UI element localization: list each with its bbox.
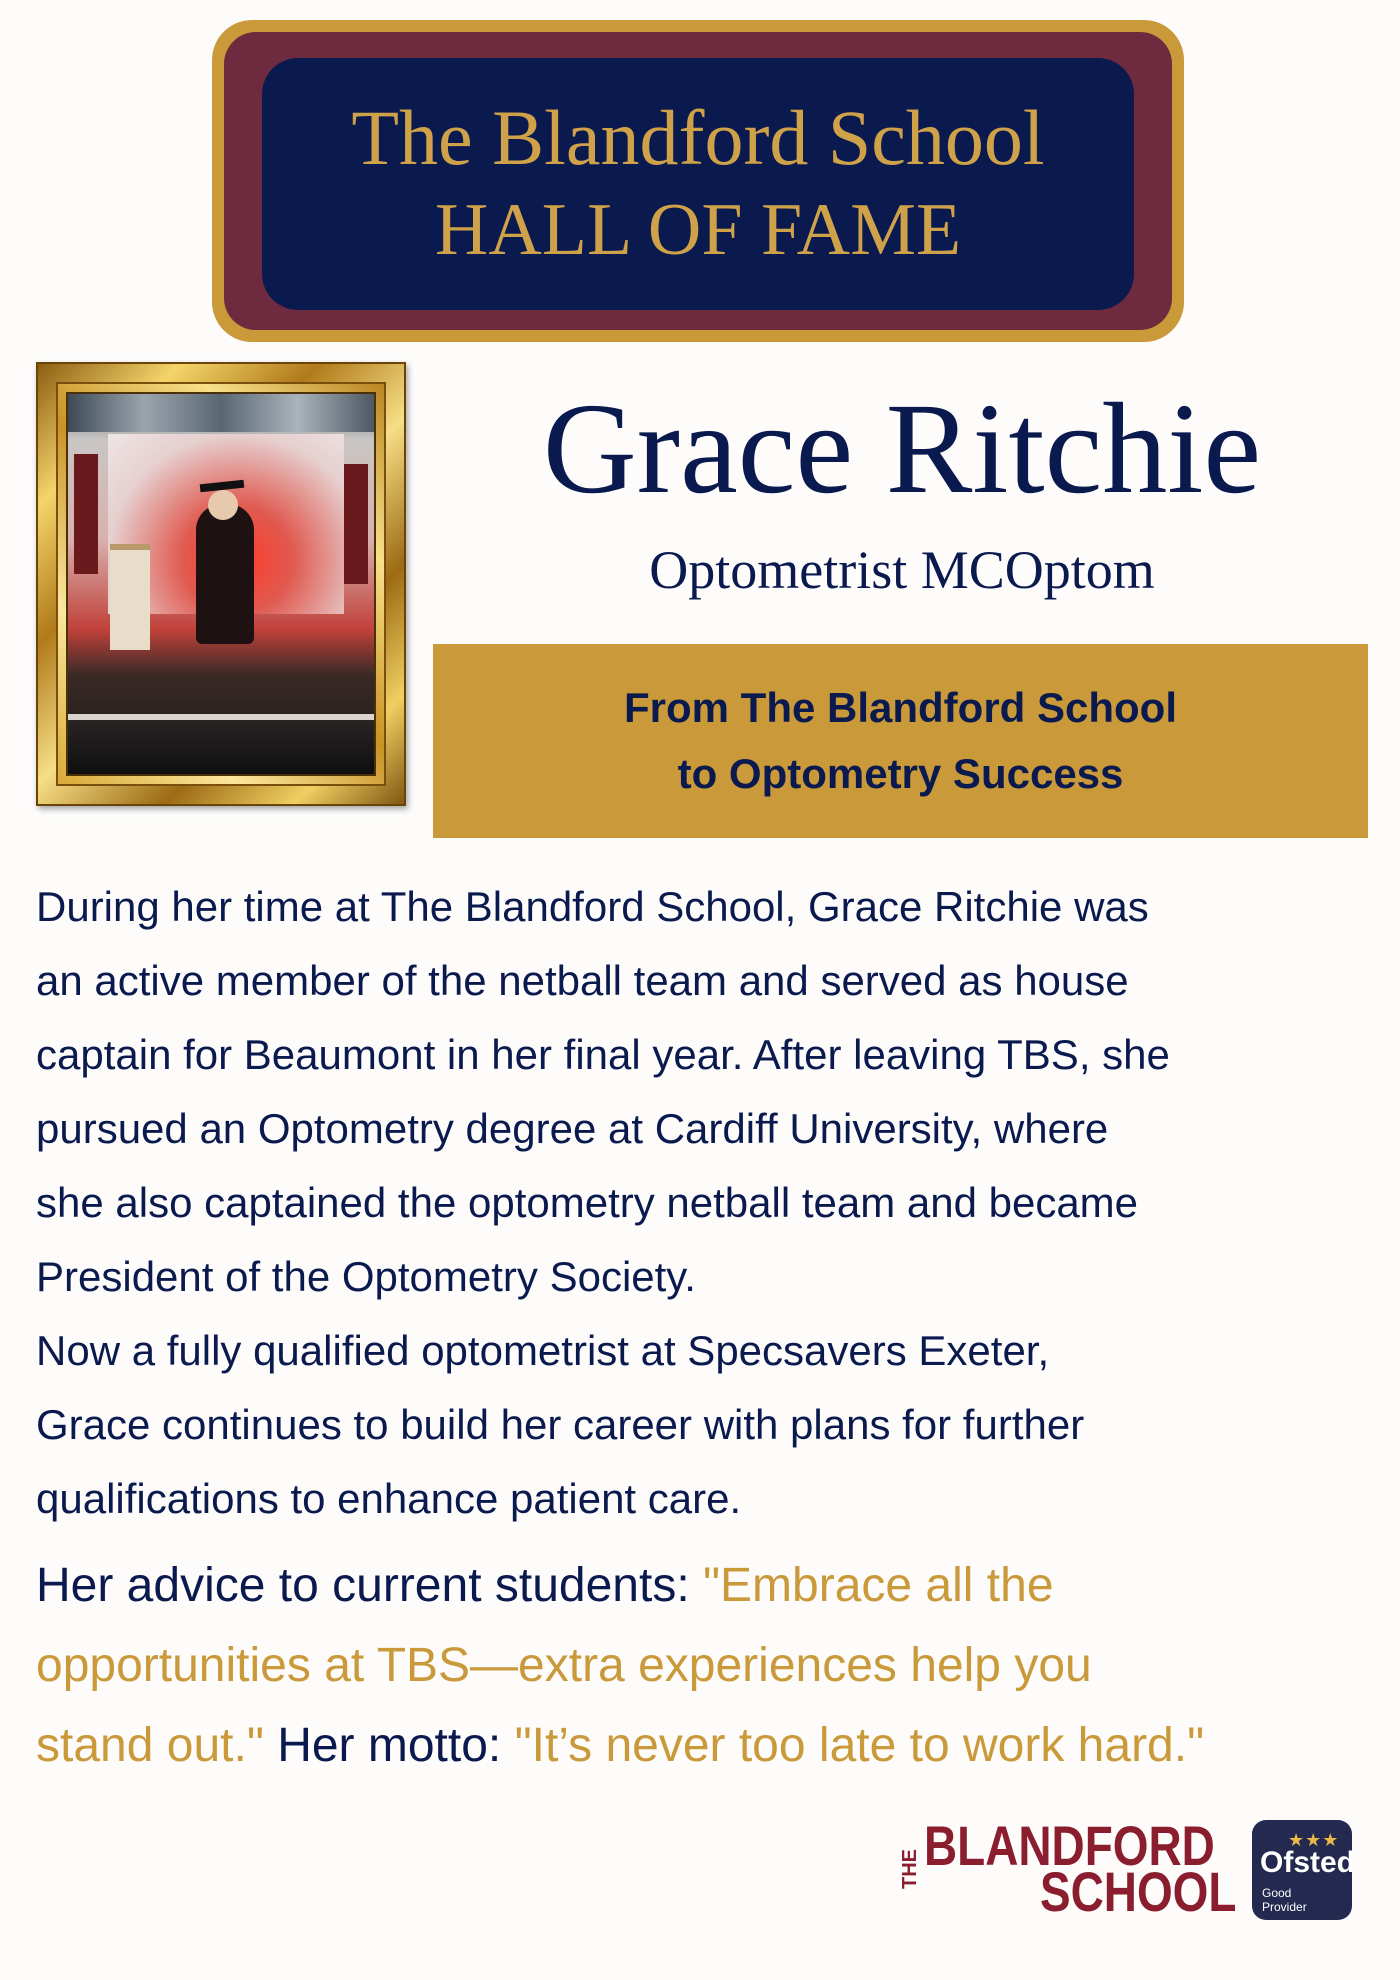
ofsted-badge [1252, 1820, 1356, 1920]
ofsted-rating [1262, 1886, 1307, 1914]
graduation-photo [68, 394, 374, 774]
ofsted-rating-line-2: Provider [1262, 1900, 1307, 1914]
person-title: Optometrist MCOptom [649, 540, 1155, 600]
bio-line: captain for Beaumont in her final year. After leaving TBS, she [36, 1031, 1170, 1078]
person-name: Grace Ritchie [542, 377, 1262, 521]
bio-line: Now a fully qualified optometrist at Specsavers Exeter, [36, 1327, 1050, 1374]
photo-banner-left [74, 454, 98, 574]
photo-stage-floor [68, 720, 374, 774]
banner-panel [262, 58, 1134, 310]
advice-section [36, 1546, 1376, 1786]
ofsted-stars-icon: ★★★ [1288, 1830, 1340, 1850]
logo-blandford: BLANDFORD [924, 1814, 1215, 1877]
hall-of-fame-banner [212, 20, 1184, 342]
bio-line: Grace continues to build her career with plans for further [36, 1401, 1085, 1448]
banner-maroon-border [224, 32, 1172, 330]
banner-school-name: The Blandford School [351, 94, 1045, 181]
tagline-line-2: to Optometry Success [677, 750, 1124, 797]
photo-podium [110, 544, 150, 650]
advice-quote-part-3: stand out." [36, 1719, 264, 1772]
motto-quote: "It’s never too late to work hard." [514, 1719, 1205, 1772]
bio-line: pursued an Optometry degree at Cardiff University, where [36, 1105, 1109, 1152]
school-logo [899, 1814, 1360, 1923]
advice-quote-part-2: opportunities at TBS—extra experiences help you [36, 1639, 1092, 1692]
bio-line: qualifications to enhance patient care. [36, 1475, 742, 1522]
biography [36, 870, 1376, 1536]
bio-line: During her time at The Blandford School, Grace Ritchie was [36, 883, 1149, 930]
ofsted-rating-line-1: Good [1262, 1886, 1292, 1900]
logo-school: SCHOOL [1040, 1860, 1237, 1923]
tagline-line-1: From The Blandford School [624, 684, 1177, 731]
frame-inner-moulding [56, 382, 386, 786]
advice-lead: Her advice to current students: [36, 1559, 703, 1612]
banner-hall-of-fame: HALL OF FAME [434, 189, 962, 271]
photo-graduate-head [208, 490, 238, 520]
advice-quote-part-1: "Embrace all the [702, 1559, 1054, 1612]
motto-lead: Her motto: [263, 1719, 515, 1772]
gold-picture-frame [36, 362, 406, 806]
bio-line: President of the Optometry Society. [36, 1253, 696, 1300]
photo-banner-right [344, 464, 368, 584]
ofsted-name: Ofsted [1260, 1846, 1356, 1879]
photo-windows [68, 394, 374, 432]
bio-line: an active member of the netball team and served as house [36, 957, 1129, 1004]
tagline-box [433, 644, 1368, 838]
photo-graduate-gown [196, 504, 254, 644]
bio-line: she also captained the optometry netball team and became [36, 1179, 1139, 1226]
logo-the: THE [899, 1849, 921, 1889]
